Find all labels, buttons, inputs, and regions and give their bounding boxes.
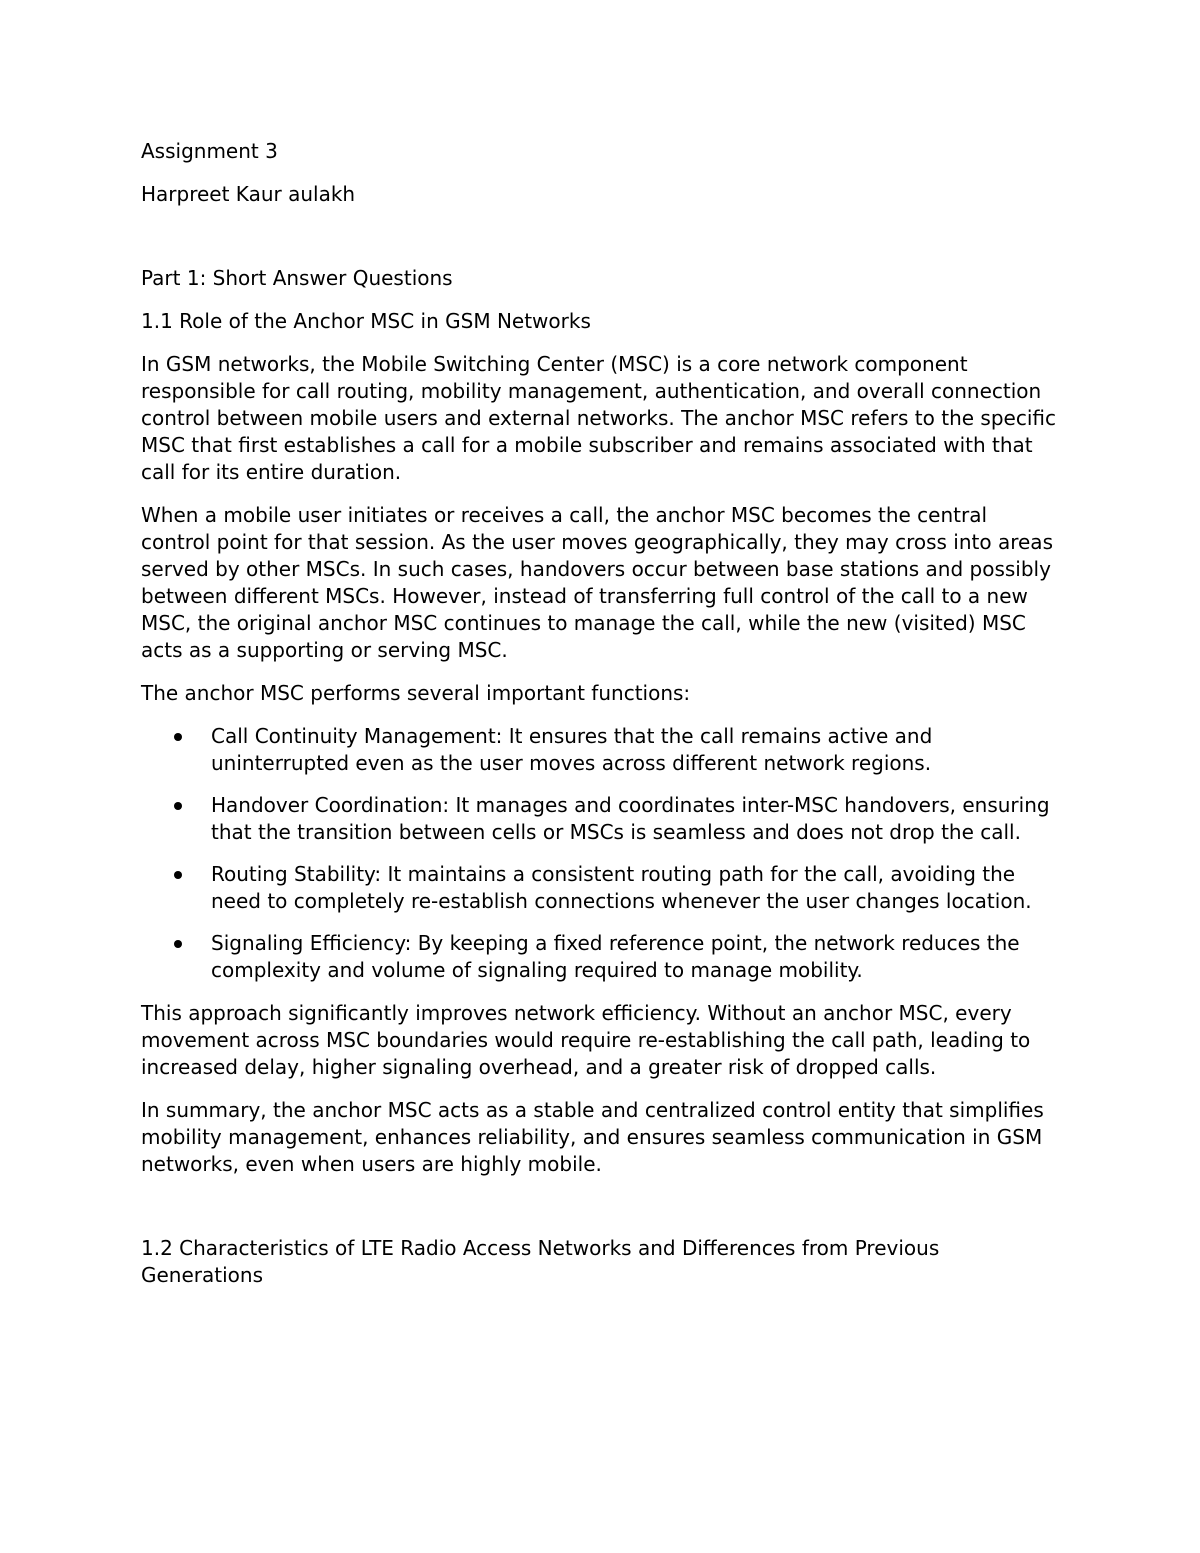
section-1-1-heading: 1.1 Role of the Anchor MSC in GSM Networks: [141, 309, 591, 333]
list-item-text: Handover Coordination: It manages and coordinates inter-MSC handovers, ensuring that the transition between cells or MSCs is seamless and does not drop the call.: [211, 793, 1050, 844]
list-item: [141, 723, 1061, 777]
section-1-2-heading: 1.2 Characteristics of LTE Radio Access Networks and Differences from Previous Generations: [141, 1236, 940, 1287]
paragraph-msc-intro: In GSM networks, the Mobile Switching Center (MSC) is a core network component responsible for call routing, mobility management, authentication, and overall connection control between mobile users and external networks. The anchor MSC refers to the specific MSC that first establishes a call for a mobile subscriber and remains associated with that call for its entire duration.: [141, 352, 1056, 484]
part-heading: Part 1: Short Answer Questions: [141, 266, 453, 290]
bullet-icon: [174, 940, 182, 948]
list-item-text: Call Continuity Management: It ensures that the call remains active and uninterrupted even as the user moves across different network regions.: [211, 724, 933, 775]
list-item-text: Routing Stability: It maintains a consistent routing path for the call, avoiding the need to completely re-establish connections whenever the user changes location.: [211, 862, 1032, 913]
paragraph-anchor-role: When a mobile user initiates or receives a call, the anchor MSC becomes the central control point for that session. As the user moves geographically, they may cross into areas served by other MSCs. In such cases, handovers occur between base stations and possibly between different MSCs. However, instead of transferring full control of the call to a new MSC, the original anchor MSC continues to manage the call, while the new (visited) MSC acts as a supporting or serving MSC.: [141, 503, 1053, 662]
assignment-title: Assignment 3: [141, 139, 278, 163]
paragraph-functions-intro: The anchor MSC performs several important functions:: [141, 681, 691, 705]
list-item: [141, 930, 1061, 984]
bullet-icon: [174, 733, 182, 741]
paragraph-efficiency: This approach significantly improves network efficiency. Without an anchor MSC, every movement across MSC boundaries would require re-establishing the call path, leading to increased delay, higher signaling overhead, and a greater risk of dropped calls.: [141, 1001, 1031, 1079]
list-item-text: Signaling Efficiency: By keeping a fixed reference point, the network reduces the complexity and volume of signaling required to manage mobility.: [211, 931, 1020, 982]
list-item: [141, 861, 1061, 915]
paragraph-summary: In summary, the anchor MSC acts as a stable and centralized control entity that simplifies mobility management, enhances reliability, and ensures seamless communication in GSM networks, even when users are highly mobile.: [141, 1098, 1044, 1176]
author-name: Harpreet Kaur aulakh: [141, 182, 356, 206]
list-item: [141, 792, 1061, 846]
functions-list: [141, 723, 1061, 984]
bullet-icon: [174, 802, 182, 810]
bullet-icon: [174, 871, 182, 879]
document-page: [141, 138, 1061, 1289]
